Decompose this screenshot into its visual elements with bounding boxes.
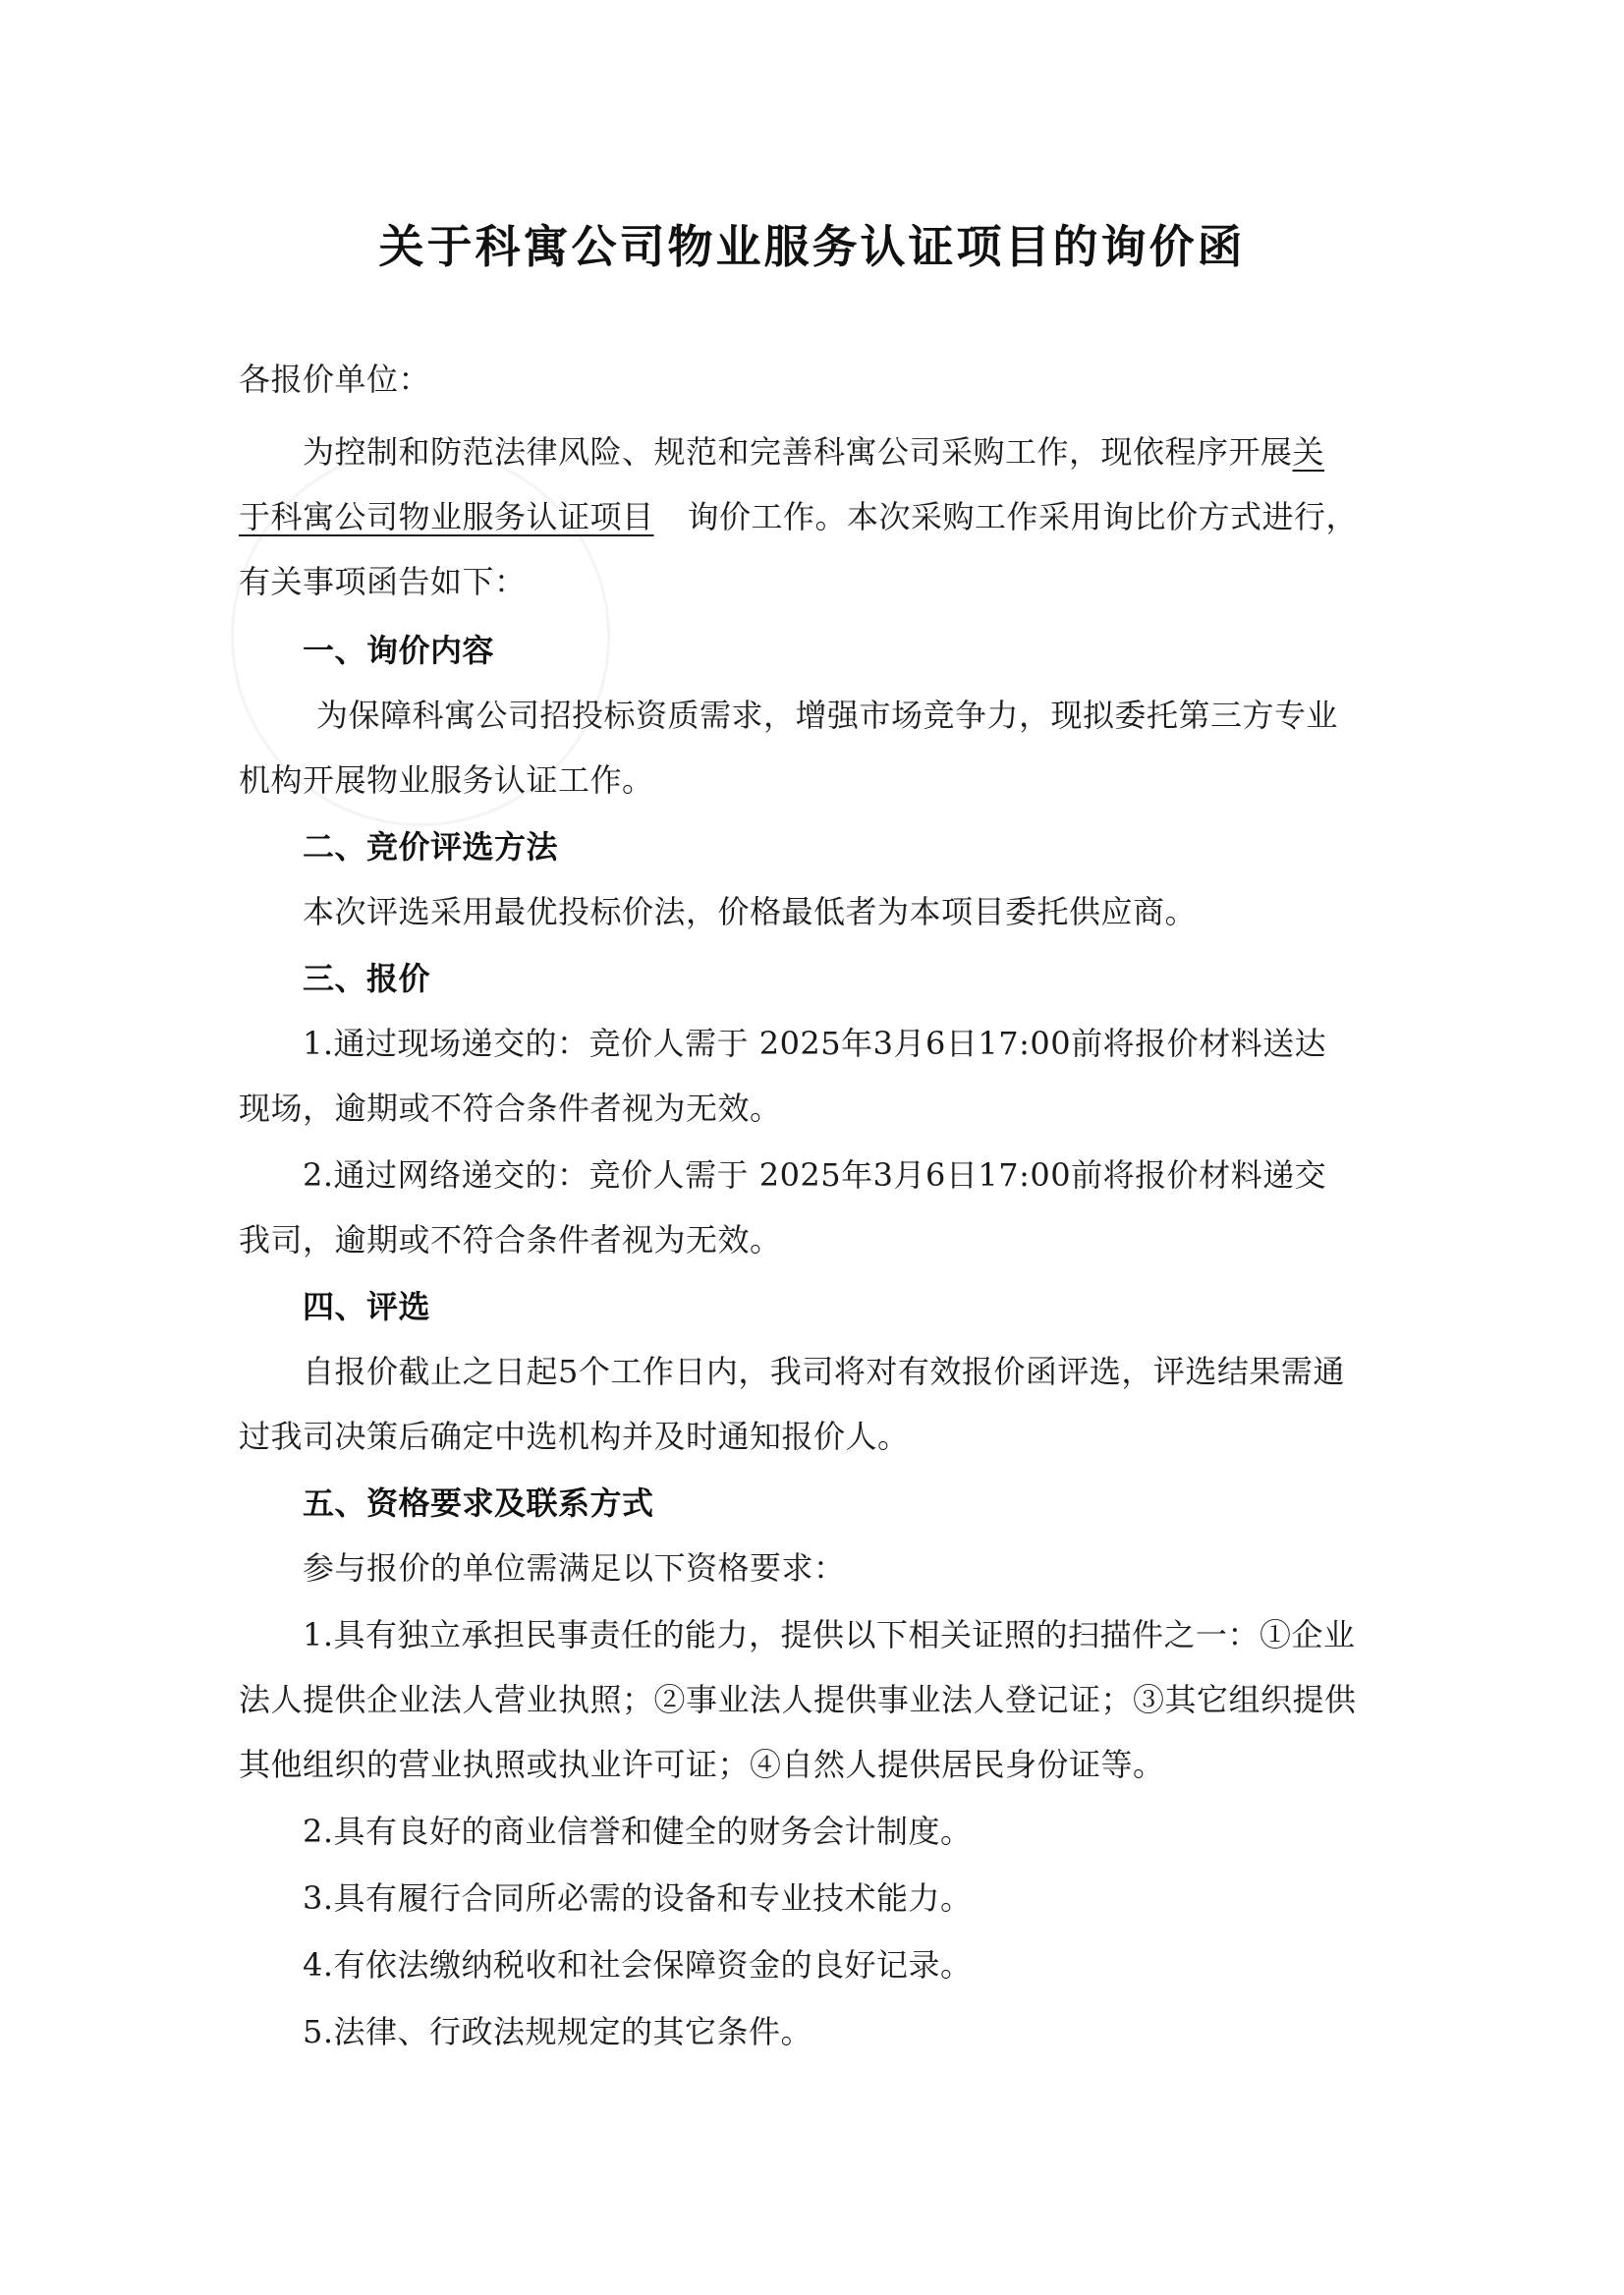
section-3-item-2-line-2: 我司，逾期或不符合条件者视为无效。 (239, 1221, 782, 1259)
section-4-heading: 四、评选 (303, 1288, 431, 1325)
section-5-item-1-line-3: 其他组织的营业执照或执业许可证；④自然人提供居民身份证等。 (239, 1746, 1165, 1783)
section-3-heading: 三、报价 (303, 960, 431, 997)
intro-line-2-text: 询价工作。本次采购工作采用询比价方式进行， (687, 498, 1359, 535)
section-5-item-4: 4.有依法缴纳税收和社会保障资金的良好记录。 (303, 1946, 973, 1984)
section-5-item-5: 5.法律、行政法规规定的其它条件。 (303, 2013, 813, 2050)
intro-line-3: 有关事项函告如下： (239, 563, 527, 600)
section-5-item-3: 3.具有履行合同所必需的设备和专业技术能力。 (303, 1879, 973, 1917)
section-3-item-1-line-2: 现场，逾期或不符合条件者视为无效。 (239, 1090, 782, 1127)
document-title: 关于科寓公司物业服务认证项目的询价函 (378, 220, 1246, 273)
project-name-underlined: 于科寓公司物业服务认证项目 (239, 498, 654, 535)
section-5-item-2: 2.具有良好的商业信誉和健全的财务会计制度。 (303, 1813, 973, 1850)
section-3-item-2-line-1: 2.通过网络递交的：竞价人需于 2025年3月6日17:00前将报价材料递交 (303, 1156, 1327, 1194)
intro-line-1 (303, 432, 1324, 472)
section-5-item-1-line-1: 1.具有独立承担民事责任的能力，提供以下相关证照的扫描件之一：①企业 (303, 1616, 1356, 1653)
intro-line-1-text: 为控制和防范法律风险、规范和完善科寓公司采购工作，现依程序开展 (303, 433, 1293, 471)
salutation: 各报价单位： (239, 361, 431, 398)
section-1-line-1: 为保障科寓公司招投标资质需求，增强市场竞争力，现拟委托第三方专业 (316, 697, 1339, 734)
section-1-line-2: 机构开展物业服务认证工作。 (239, 761, 654, 799)
section-4-line-2: 过我司决策后确定中选机构并及时通知报价人。 (239, 1418, 910, 1455)
section-1-heading: 一、询价内容 (303, 632, 495, 669)
section-5-heading: 五、资格要求及联系方式 (303, 1484, 654, 1522)
section-5-item-1-line-2: 法人提供企业法人营业执照；②事业法人提供事业法人登记证；③其它组织提供 (239, 1681, 1357, 1718)
project-name-underlined-start: 关 (1292, 433, 1325, 471)
intro-line-2 (239, 497, 1358, 536)
section-5-intro: 参与报价的单位需满足以下资格要求： (303, 1549, 846, 1587)
section-2-heading: 二、竞价评选方法 (303, 828, 559, 866)
section-4-line-1: 自报价截止之日起5个工作日内，我司将对有效报价函评选，评选结果需通 (303, 1353, 1345, 1390)
section-3-item-1-line-1: 1.通过现场递交的：竞价人需于 2025年3月6日17:00前将报价材料送达 (303, 1025, 1327, 1062)
section-2-line-1: 本次评选采用最优投标价法，价格最低者为本项目委托供应商。 (303, 893, 1198, 930)
